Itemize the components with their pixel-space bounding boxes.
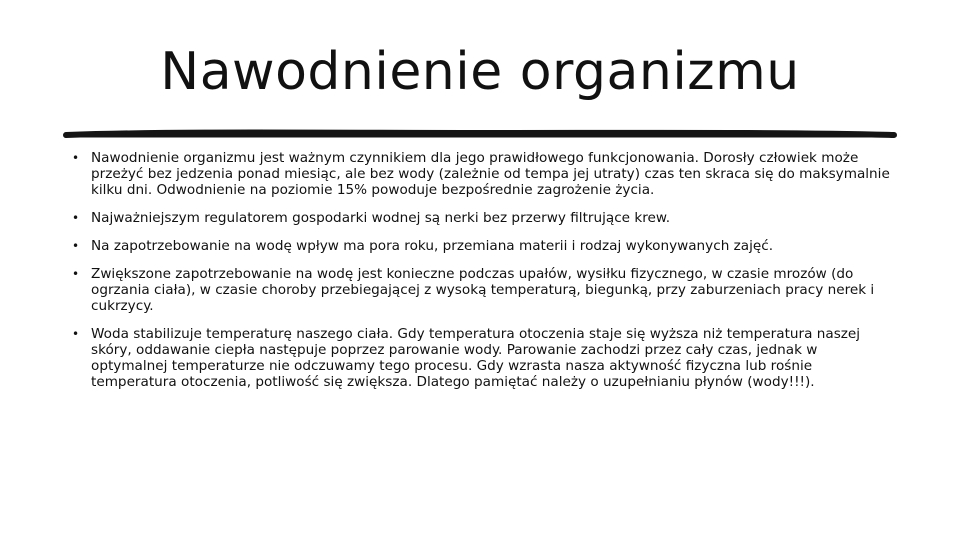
bullet-marker: • [72,239,80,253]
bullet-item-3 [72,238,894,254]
bullet-text: Najważniejszym regulatorem gospodarki wodnej są nerki bez przerwy filtrujące krew. [91,210,671,226]
bullet-marker: • [72,267,80,281]
bullet-item-1 [72,150,894,198]
bullet-list [72,150,894,402]
bullet-item-2 [72,210,894,226]
bullet-text: Nawodnienie organizmu jest ważnym czynnikiem dla jego prawidłowego funkcjonowania. Dorosły człowiek może przeżyć bez jedzenia ponad miesiąc, ale bez wody (zależnie od tempa jej utraty) czas ten skraca się do maksymalnie kilku dni. Odwodnienie na poziomie 15% powoduje bezpośrednie zagrożenie życia. [91,150,890,198]
bullet-marker: • [72,151,80,165]
bullet-marker: • [72,211,80,225]
slide-title: Nawodnienie organizmu [160,42,800,102]
bullet-item-4 [72,266,894,314]
bullet-marker: • [72,327,80,341]
title-divider [62,126,898,142]
bullet-text: Woda stabilizuje temperaturę naszego ciała. Gdy temperatura otoczenia staje się wyższa niż temperatura naszej skóry, oddawanie ciepła następuje poprzez parowanie wody. Parowanie zachodzi przez cały czas, jednak w optymalnej temperaturze nie odczuwamy tego procesu. Gdy wzrasta nasza aktywność fizyczna lub rośnie temperatura otoczenia, potliwość się zwiększa. Dlatego pamiętać należy o uzupełnianiu płynów (wody!!!). [91,326,861,390]
bullet-text: Na zapotrzebowanie na wodę wpływ ma pora roku, przemiana materii i rodzaj wykonywanych zajęć. [91,238,774,254]
bullet-text: Zwiększone zapotrzebowanie na wodę jest konieczne podczas upałów, wysiłku fizycznego, w czasie mrozów (do ogrzania ciała), w czasie choroby przebiegającej z wysoką temperaturą, biegunką, przy zaburzeniach pracy nerek i cukrzycy. [91,266,875,314]
bullet-item-5 [72,326,894,390]
